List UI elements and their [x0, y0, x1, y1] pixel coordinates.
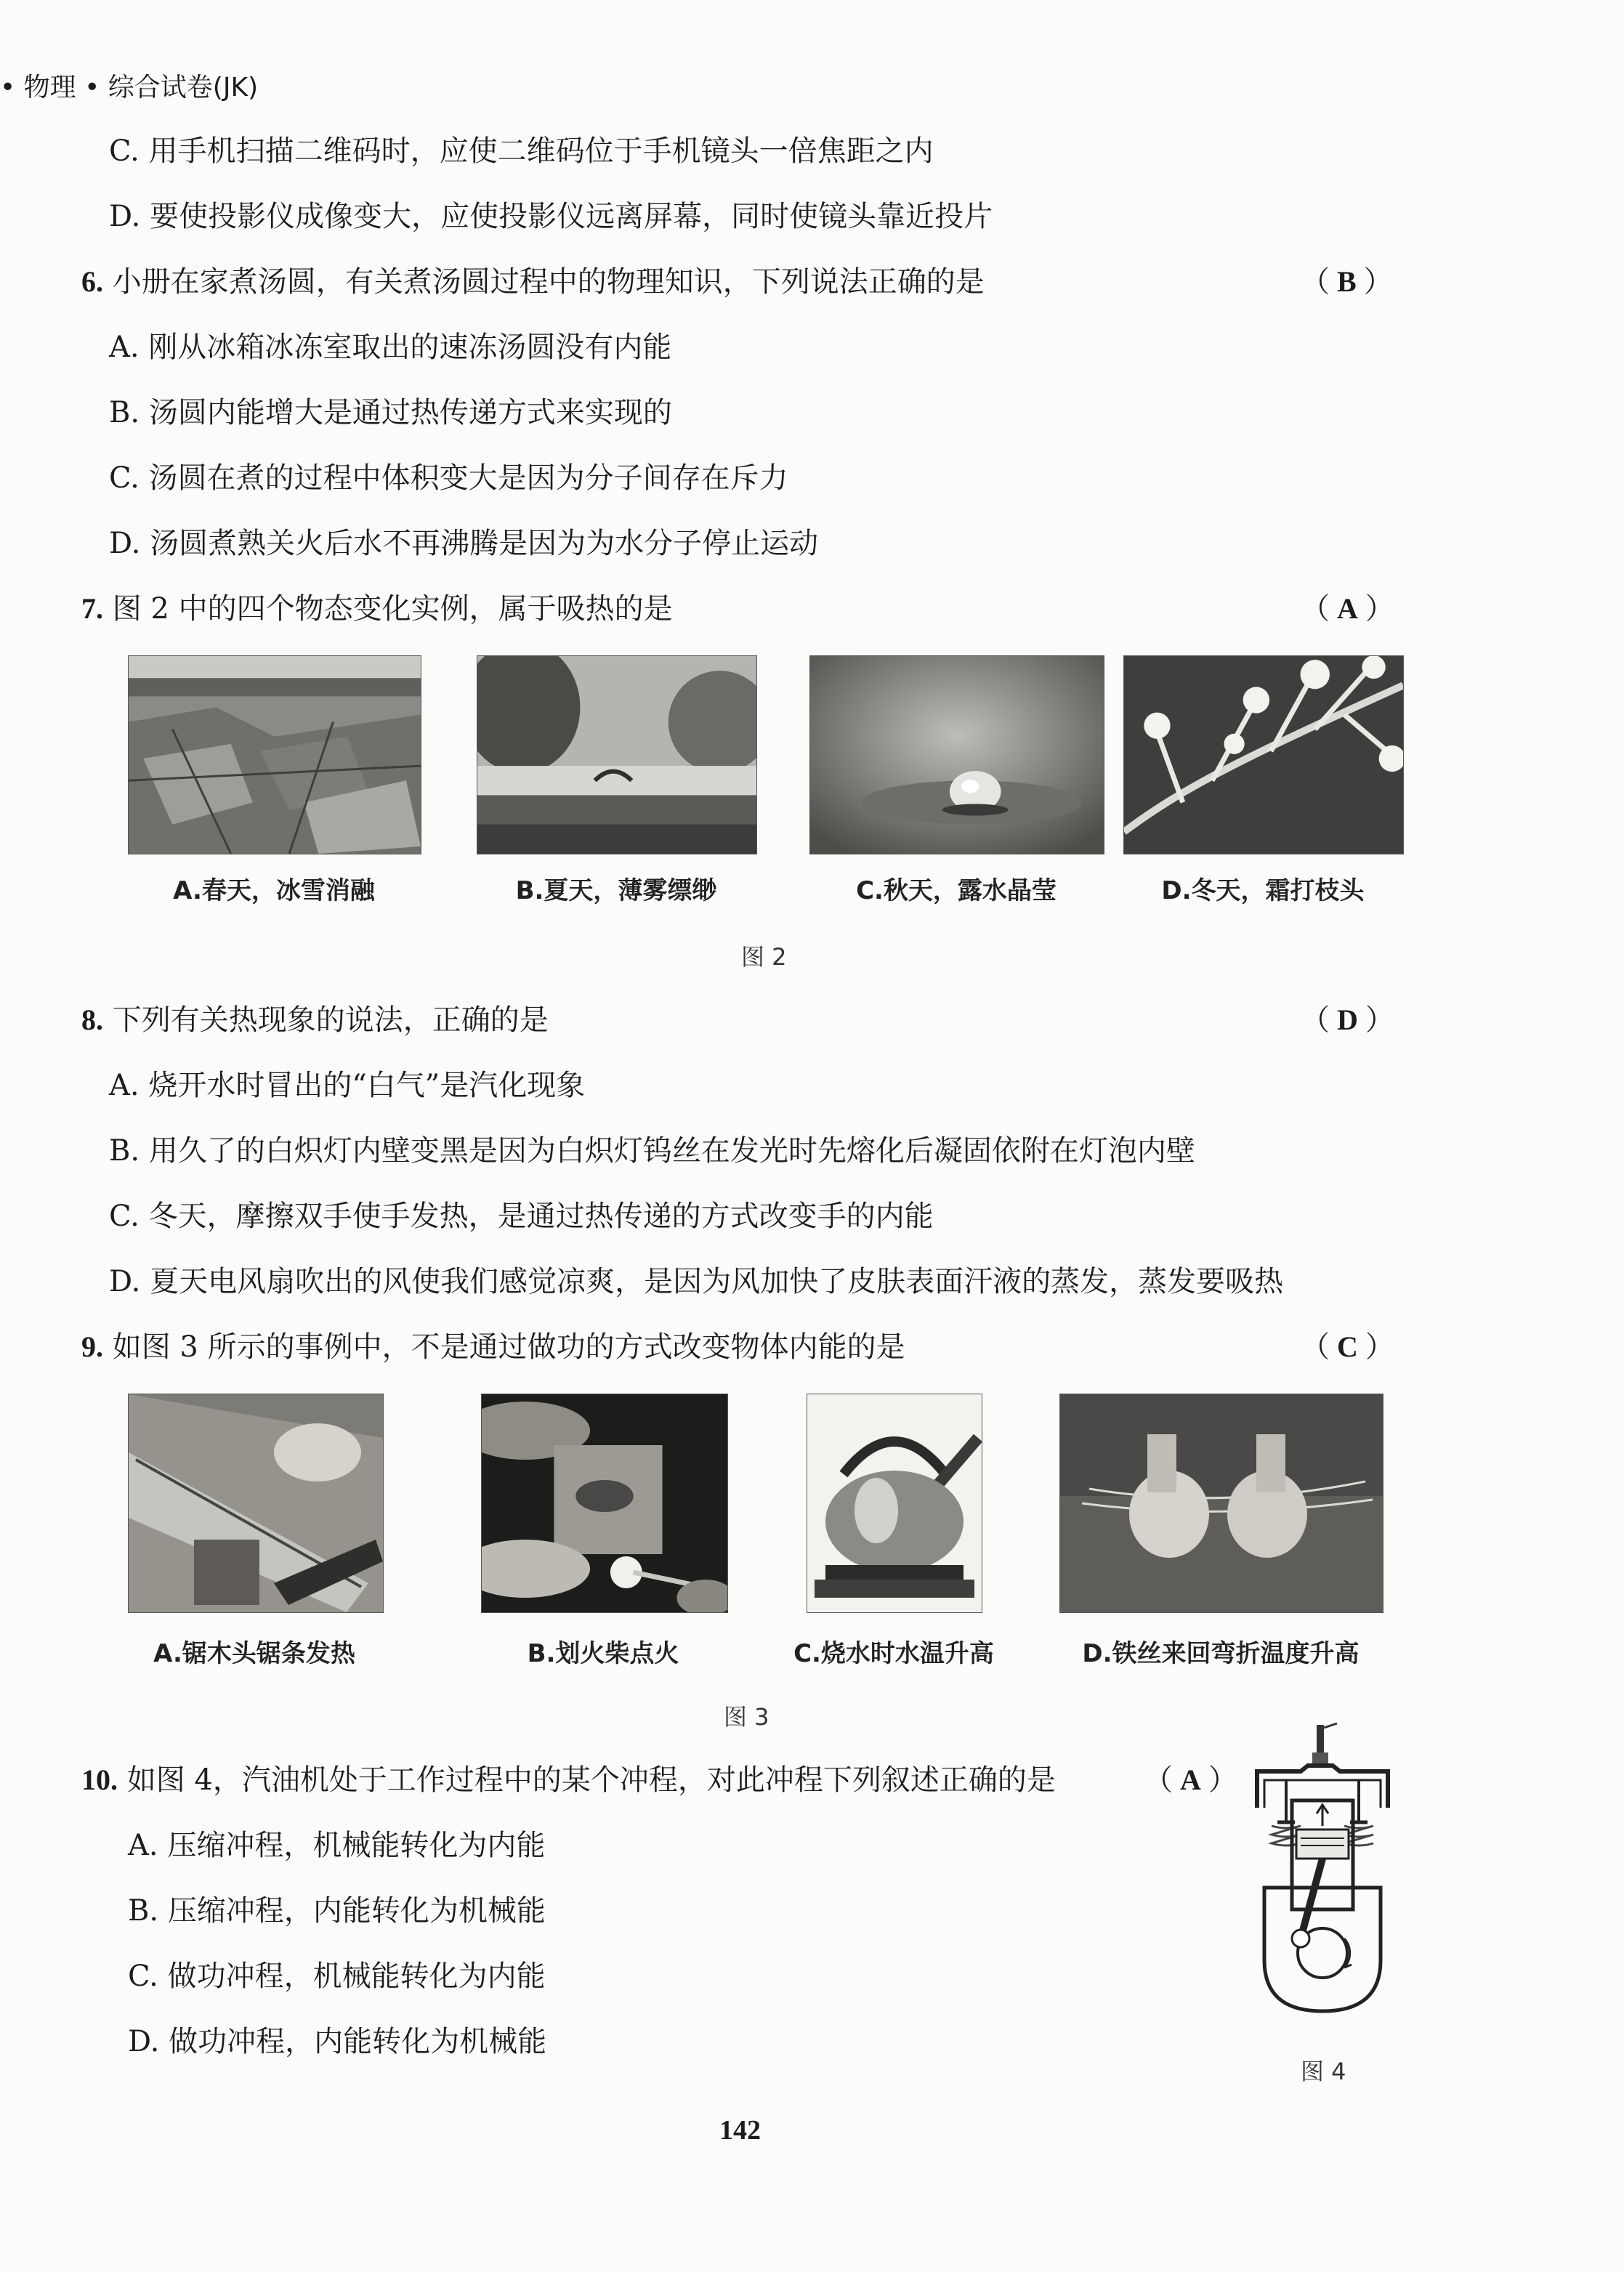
q10-option-d: D. 做功冲程，内能转化为机械能: [128, 2025, 547, 2058]
q8-number: 8.: [81, 1003, 103, 1036]
page-number: 142: [719, 2115, 761, 2146]
bending-wire-photo: [1059, 1394, 1383, 1613]
fig2-caption-c: C.秋天，露水晶莹: [856, 876, 1057, 905]
fig3-caption-a: A.锯木头锯条发热: [153, 1639, 355, 1668]
q6-option-d: D. 汤圆煮熟关火后水不再沸腾是因为为水分子停止运动: [109, 527, 819, 560]
q10-option-b: B. 压缩冲程，内能转化为机械能: [128, 1894, 546, 1928]
q8-text: 下列有关热现象的说法，正确的是: [112, 1003, 549, 1037]
gasoline-engine-diagram: [1235, 1721, 1410, 2026]
q9-number: 9.: [81, 1330, 103, 1363]
fig3-caption-d: D.铁丝来回弯折温度升高: [1082, 1639, 1360, 1668]
q9-answer: （ C ）: [1301, 1330, 1394, 1363]
page-header: • 物理 • 综合试卷(JK): [0, 73, 259, 102]
ice-melting-photo: [128, 655, 421, 854]
fig3-caption-c: C.烧水时水温升高: [793, 1639, 994, 1668]
q10-option-c: C. 做功冲程，机械能转化为内能: [128, 1960, 546, 1993]
q9-text: 如图 3 所示的事例中，不是通过做功的方式改变物体内能的是: [112, 1330, 905, 1364]
striking-match-photo: [481, 1394, 728, 1613]
q6-option-a: A. 刚从冰箱冰冻室取出的速冻汤圆没有内能: [109, 331, 672, 364]
q10-number: 10.: [81, 1763, 118, 1796]
q10-answer-letter: A: [1180, 1763, 1201, 1796]
q5-option-d: D. 要使投影仪成像变大，应使投影仪远离屏幕，同时使镜头靠近投片: [109, 200, 993, 233]
fig2-caption-a: A.春天，冰雪消融: [173, 876, 375, 905]
q10-answer: （ A ）: [1144, 1763, 1237, 1796]
fig2-caption-b: B.夏天，薄雾缥缈: [515, 876, 717, 905]
q8-option-b: B. 用久了的白炽灯内壁变黑是因为白炽灯钨丝在发光时先熔化后凝固依附在灯泡内壁: [109, 1134, 1195, 1168]
q6-answer-letter: B: [1337, 265, 1357, 298]
q10-stem: [81, 1757, 1056, 1798]
sawing-wood-photo: [128, 1394, 384, 1613]
q10-option-a: A. 压缩冲程，机械能转化为内能: [128, 1829, 546, 1862]
q6-option-b: B. 汤圆内能增大是通过热传递方式来实现的: [109, 396, 672, 429]
q10-text: 如图 4，汽油机处于工作过程中的某个冲程，对此冲程下列叙述正确的是: [126, 1763, 1056, 1797]
kettle-on-stove-photo: [807, 1394, 982, 1613]
mist-lake-photo: [477, 655, 757, 854]
q9-stem: [81, 1324, 905, 1365]
figure-3-label: 图 3: [724, 1703, 769, 1731]
fig3-caption-b: B.划火柴点火: [527, 1639, 679, 1668]
q8-option-c: C. 冬天，摩擦双手使手发热，是通过热传递的方式改变手的内能: [109, 1200, 934, 1233]
q8-option-d: D. 夏天电风扇吹出的风使我们感觉凉爽，是因为风加快了皮肤表面汗液的蒸发，蒸发要吸热: [109, 1265, 1284, 1298]
q8-answer-letter: D: [1337, 1003, 1358, 1036]
q8-answer: （ D ）: [1301, 1003, 1394, 1036]
q7-text: 图 2 中的四个物态变化实例，属于吸热的是: [112, 592, 673, 626]
frost-branch-photo: [1123, 655, 1404, 854]
q9-answer-letter: C: [1337, 1330, 1358, 1363]
q5-option-c: C. 用手机扫描二维码时，应使二维码位于手机镜头一倍焦距之内: [109, 134, 934, 168]
figure-4-label: 图 4: [1301, 2058, 1346, 2085]
q6-option-c: C. 汤圆在煮的过程中体积变大是因为分子间存在斥力: [109, 461, 788, 495]
q6-number: 6.: [81, 265, 103, 298]
q7-answer: （ A ）: [1301, 592, 1394, 625]
q8-option-a: A. 烧开水时冒出的“白气”是汽化现象: [109, 1069, 586, 1102]
dew-drop-photo: [809, 655, 1104, 854]
q6-text: 小册在家煮汤圆，有关煮汤圆过程中的物理知识，下列说法正确的是: [112, 265, 985, 299]
q8-stem: [81, 997, 549, 1038]
q7-stem: [81, 586, 673, 627]
q6-stem: [81, 259, 985, 300]
q6-answer: （ B ）: [1301, 265, 1393, 298]
q7-number: 7.: [81, 592, 103, 625]
fig2-caption-d: D.冬天，霜打枝头: [1161, 876, 1365, 905]
q7-answer-letter: A: [1337, 592, 1358, 625]
figure-2-label: 图 2: [741, 943, 787, 971]
